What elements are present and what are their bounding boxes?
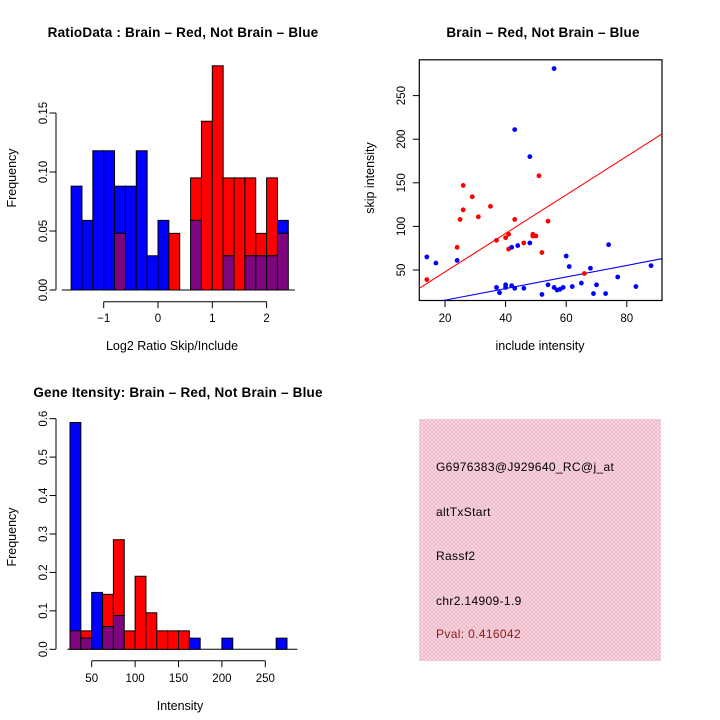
scatter-point-blue (546, 282, 551, 287)
scatter-point-blue (615, 275, 620, 280)
scatter-point-blue (591, 291, 596, 296)
y-tick-label: 0.00 (38, 278, 50, 302)
histogram-bar-blue (82, 220, 93, 290)
scatter-point-blue (503, 285, 508, 290)
scatter-point-red (461, 207, 466, 212)
scatter-point-red (506, 232, 511, 237)
scatter-point-blue (606, 242, 611, 247)
histogram-bar-blue (104, 151, 115, 290)
histogram-bar-blue (115, 186, 126, 233)
scatter-point-red (494, 238, 499, 243)
panel-ratio-histogram (0, 0, 360, 360)
y-tick-label: 0.1 (38, 602, 50, 619)
y-tick-label: 150 (396, 173, 408, 193)
histogram-bar-red (157, 631, 168, 649)
histogram-bar-overlap (267, 256, 278, 290)
histogram-bar-blue (125, 186, 136, 290)
histogram-bar-red (103, 594, 114, 626)
scatter-point-blue (494, 285, 499, 290)
histogram-bar-blue (222, 638, 233, 649)
gene-intensity-histogram-svg (0, 360, 360, 720)
probe-id-text: G6976383@J929640_RC@j_at (436, 460, 615, 474)
scatter-point-blue (509, 245, 514, 250)
scatter-point-blue (567, 264, 572, 269)
scatter-point-red (476, 214, 481, 219)
histogram-bar-red (245, 178, 256, 256)
scatter-point-blue (455, 258, 460, 263)
histogram-bar-blue (93, 151, 104, 290)
x-tick-label: 1 (209, 313, 216, 325)
scatter-point-blue (594, 282, 599, 287)
gene-info-box (419, 419, 661, 661)
scatter-point-red (521, 241, 526, 246)
intensity-scatter-svg (360, 0, 720, 360)
scatter-point-blue (434, 261, 439, 266)
scatter-point-blue (512, 286, 517, 291)
scatter-point-blue (570, 284, 575, 289)
histogram-bar-red (201, 121, 212, 290)
histogram-bar-red (113, 540, 124, 616)
scatter-point-red (461, 183, 466, 188)
histogram-bar-overlap (223, 256, 234, 290)
histogram-bar-blue (189, 638, 200, 649)
scatter-point-blue (521, 286, 526, 291)
y-tick-label: 0.4 (38, 487, 50, 504)
x-tick-label: 20 (438, 313, 452, 325)
panel-gene-intensity-histogram (0, 360, 360, 720)
histogram-bar-red (267, 178, 278, 256)
histogram-bar-blue (277, 220, 288, 233)
histogram-bar-blue (70, 423, 81, 631)
histogram-bar-red (135, 576, 146, 649)
histogram-bar-blue (136, 151, 147, 290)
ratio-histogram-title: RatioData : Brain – Red, Not Brain – Blue (47, 25, 319, 40)
scatter-point-red (582, 271, 587, 276)
intensity-scatter-plot (396, 60, 662, 325)
scatter-point-red (512, 217, 517, 222)
intensity-scatter-xlabel: include intensity (495, 339, 585, 353)
scatter-point-blue (515, 243, 520, 248)
scatter-point-blue (527, 154, 532, 159)
histogram-bar-overlap (245, 256, 256, 290)
histogram-bar-red (169, 233, 180, 290)
scatter-point-blue (552, 66, 557, 71)
histogram-bar-red (179, 631, 190, 649)
ratio-histogram-ylabel: Frequency (5, 148, 19, 208)
intensity-scatter-ylabel: skip intensity (363, 142, 377, 214)
scatter-point-blue (649, 263, 654, 268)
y-tick-label: 0.15 (38, 101, 50, 125)
scatter-point-blue (603, 291, 608, 296)
scatter-point-blue (540, 292, 545, 297)
x-tick-label: 250 (255, 673, 275, 685)
panel-gene-info (360, 360, 720, 720)
event-type-text: altTxStart (436, 505, 491, 519)
histogram-bar-red (168, 631, 179, 649)
x-tick-label: 150 (168, 673, 189, 685)
scatter-point-blue (579, 281, 584, 286)
histogram-bar-overlap (81, 638, 92, 649)
histogram-bar-overlap (113, 615, 124, 649)
histogram-bar-overlap (191, 220, 202, 290)
y-tick-label: 0.05 (38, 219, 50, 243)
gene-intensity-histogram-title: Gene Itensity: Brain – Red, Not Brain – Blue (33, 385, 323, 400)
histogram-bar-overlap (277, 233, 288, 290)
ratio-histogram-xlabel: Log2 Ratio Skip/Include (105, 339, 239, 353)
histogram-bar-red (81, 631, 92, 638)
scatter-point-blue (424, 255, 429, 260)
histogram-bar-red (234, 178, 245, 290)
y-tick-label: 0.6 (38, 410, 50, 427)
scatter-point-blue (564, 254, 569, 259)
histogram-bar-red (146, 613, 157, 650)
scatter-point-blue (633, 284, 638, 289)
gene-symbol-text: Rassf2 (436, 549, 476, 563)
x-tick-label: 40 (499, 313, 512, 325)
locus-text: chr2.14909-1.9 (436, 594, 522, 608)
scatter-point-red (537, 173, 542, 178)
histogram-bar-red (212, 66, 223, 290)
x-tick-label: 100 (125, 673, 145, 685)
pval-text: Pval: 0.416042 (436, 627, 521, 641)
scatter-point-red (424, 277, 429, 282)
x-tick-label: 80 (620, 313, 634, 325)
y-tick-label: 0.10 (38, 160, 50, 184)
scatter-point-blue (512, 127, 517, 132)
histogram-bar-blue (71, 186, 82, 290)
gene-intensity-histogram-ylabel: Frequency (5, 507, 19, 567)
intensity-scatter-title: Brain – Red, Not Brain – Blue (446, 25, 640, 40)
ratio-histogram-plot (38, 66, 295, 325)
scatter-point-red (534, 234, 539, 239)
x-tick-label: −1 (97, 313, 111, 325)
ratio-histogram-svg (0, 0, 360, 360)
scatter-point-blue (561, 285, 566, 290)
y-tick-label: 250 (396, 86, 408, 106)
scatter-point-blue (588, 266, 593, 271)
y-tick-label: 50 (396, 263, 408, 277)
histogram-bar-blue (276, 638, 287, 649)
scatter-point-blue (497, 290, 502, 295)
y-tick-label: 100 (396, 216, 408, 236)
histogram-bar-red (256, 233, 267, 255)
x-tick-label: 50 (85, 673, 99, 685)
plot-box (419, 60, 662, 301)
histogram-bar-blue (158, 220, 169, 290)
histogram-bar-overlap (256, 256, 267, 290)
regression-line-blue (443, 259, 662, 301)
x-tick-label: 200 (212, 673, 232, 685)
histogram-bar-red (191, 178, 202, 220)
y-tick-label: 200 (396, 129, 408, 149)
histogram-bar-overlap (70, 631, 81, 649)
y-tick-label: 0.0 (38, 641, 50, 658)
histogram-bar-red (124, 631, 135, 649)
gene-intensity-histogram-plot (38, 411, 297, 685)
histogram-bar-overlap (103, 627, 114, 650)
histogram-bar-red (223, 178, 234, 256)
histogram-bar-blue (92, 592, 103, 649)
panel-intensity-scatter (360, 0, 720, 360)
scatter-point-blue (527, 241, 532, 246)
x-tick-label: 0 (154, 313, 162, 325)
scatter-point-red (455, 245, 460, 250)
y-tick-label: 0.5 (38, 449, 50, 466)
histogram-bar-blue (147, 256, 158, 290)
histogram-bar-overlap (115, 233, 126, 290)
scatter-point-red (540, 250, 545, 255)
y-tick-label: 0.2 (38, 564, 50, 581)
scatter-point-red (458, 217, 463, 222)
scatter-point-red (488, 204, 493, 209)
scatter-point-red (470, 194, 475, 199)
x-tick-label: 60 (559, 313, 573, 325)
scatter-point-red (546, 219, 551, 224)
x-tick-label: 2 (263, 313, 270, 325)
y-tick-label: 0.3 (38, 525, 50, 542)
gene-intensity-histogram-xlabel: Intensity (156, 699, 204, 713)
